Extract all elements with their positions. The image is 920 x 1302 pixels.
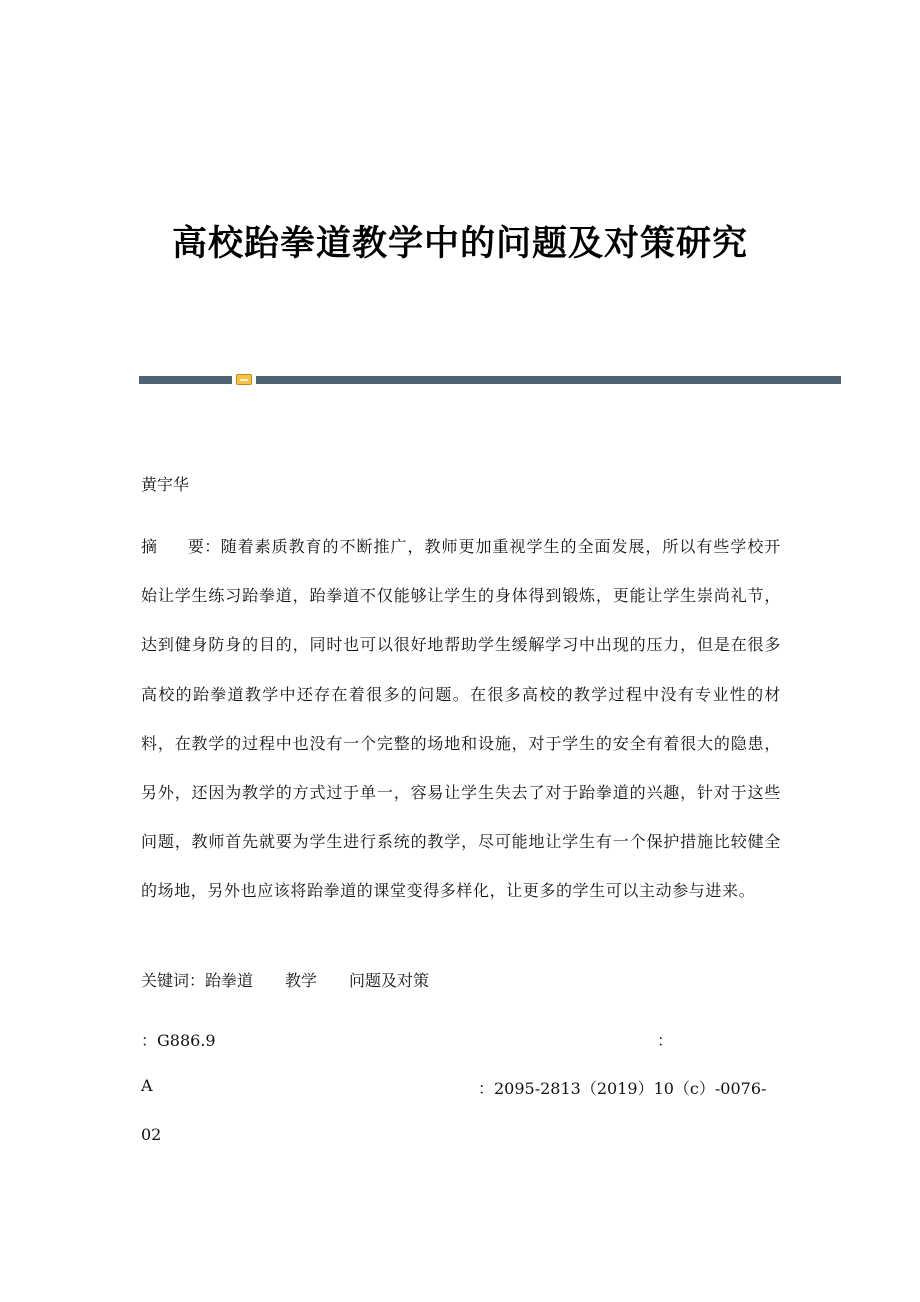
document-title: 高校跆拳道教学中的问题及对策研究 bbox=[171, 223, 748, 264]
keyword-item: 教学 bbox=[285, 971, 318, 990]
abstract-label-b: 要： bbox=[187, 537, 221, 556]
abstract-paragraph bbox=[141, 522, 781, 916]
clc-number: ：G886.9 bbox=[141, 1031, 216, 1050]
abstract-label-a: 摘 bbox=[141, 537, 158, 556]
doc-code: A bbox=[141, 1076, 153, 1095]
keyword-item: 问题及对策 bbox=[349, 971, 430, 990]
abstract-text: 随着素质教育的不断推广，教师更加重视学生的全面发展，所以有些学校开始让学生练习跆拳道，跆拳道不仅能够让学生的身体得到锻炼，更能让学生崇尚礼节，达到健身防身的目的，同时也可以很好地帮助学生缓解学习中出现的压力，但是在很多高校的跆拳道教学中还存在着很多的问题。在很多高校的教学过程中没有专业性的材料，在教学的过程中也没有一个完整的场地和设施，对于学生的安全有着很大的隐患，另外，还因为教学的方式过于单一，容易让学生失去了对于跆拳道的兴趣，针对于这些问题，教师首先就要为学生进行系统的教学，尽可能地让学生有一个保护措施比较健全的场地，另外也应该将跆拳道的课堂变得多样化，让更多的学生可以主动参与进来。 bbox=[141, 537, 781, 901]
keyword-item: 跆拳道 bbox=[205, 971, 254, 990]
divider-ornament-icon bbox=[236, 374, 252, 385]
doc-code-colon: ： bbox=[657, 1031, 674, 1050]
title-divider-right bbox=[256, 376, 841, 384]
title-divider-left bbox=[139, 376, 232, 384]
keywords-line bbox=[141, 968, 429, 991]
article-id: ：2095-2813（2019）10（c）-0076- bbox=[478, 1079, 767, 1098]
article-id-continued: 02 bbox=[141, 1125, 162, 1144]
author-name: 黄宇华 bbox=[141, 475, 190, 494]
keywords-label: 关键词： bbox=[141, 971, 206, 990]
